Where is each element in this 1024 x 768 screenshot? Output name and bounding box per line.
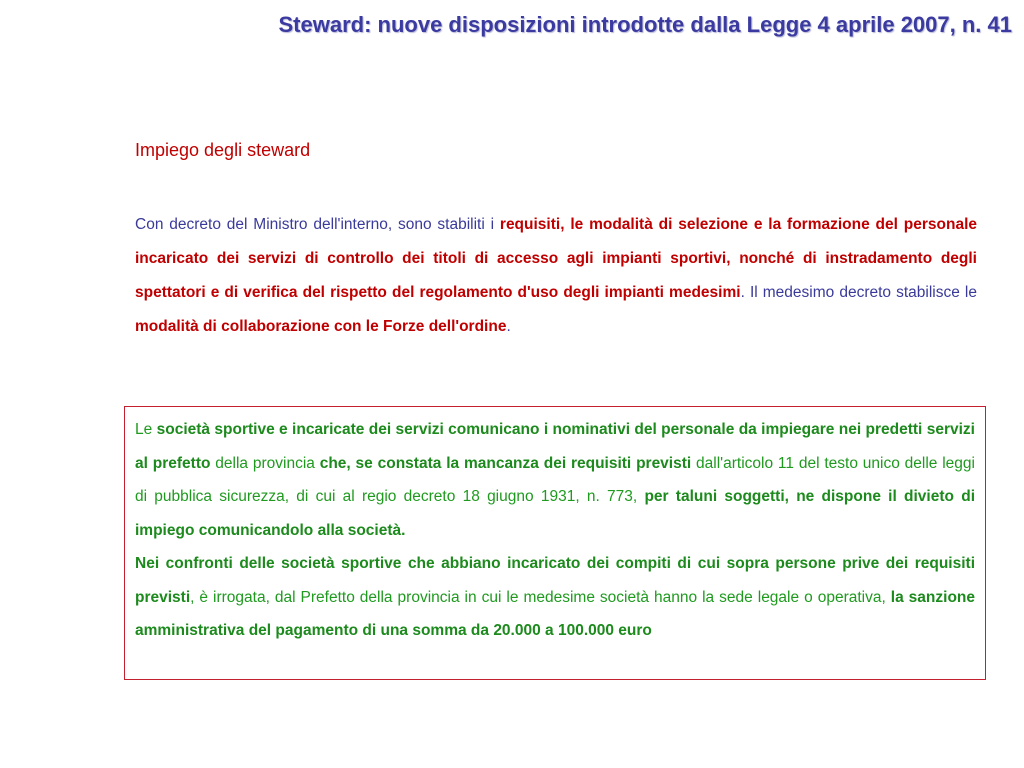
box-p2-emphasis-2: la sanzione amministrativa del pagamento di una somma da 20.000 a 100.000 euro [135, 588, 975, 639]
intro-paragraph [135, 208, 977, 344]
slide-title: Steward: nuove disposizioni introdotte dalla Legge 4 aprile 2007, n. 41 [278, 12, 1012, 37]
box-p1-text-2: della provincia [210, 454, 320, 472]
intro-text-1: Con decreto del Ministro dell'interno, sono stabiliti i [135, 216, 500, 233]
box-p2-emphasis-1: Nei confronti delle società sportive che abbiano incaricato dei compiti di cui sopra persone prive dei requisiti previsti [135, 555, 975, 606]
box-paragraph-1 [135, 413, 975, 547]
box-p1-text-3: dall'articolo 11 del testo unico delle leggi di pubblica sicurezza, di cui al regio decreto 18 giugno 1931, n. 773, [135, 454, 975, 505]
box-p1-emphasis-2: che, se constata la mancanza dei requisiti previsti [319, 454, 692, 472]
intro-emphasis-collaboration: modalità di collaborazione con le Forze dell'ordine [135, 318, 507, 335]
intro-emphasis-requirements: requisiti, le modalità di selezione e la formazione del personale incaricato dei servizi di controllo dei titoli di accesso agli impianti sportivi, nonché di instradamento degli spettatori e di verifica del rispetto del regolamento d'uso degli impianti medesimi [135, 216, 977, 301]
section-heading: Impiego degli steward [135, 140, 311, 160]
box-p1-emphasis-1: società sportive e incaricate dei servizi comunicano i nominativi del personale da impiegare nei predetti servizi al prefetto [135, 421, 975, 472]
intro-text-2: . Il medesimo decreto stabilisce le [740, 284, 977, 301]
box-p1-text-1: Le [135, 421, 157, 438]
box-p1-emphasis-3: per taluni soggetti, ne dispone il divieto di impiego comunicandolo alla società. [135, 488, 975, 539]
box-paragraph-2 [135, 547, 975, 648]
intro-text-3: . [506, 318, 511, 335]
highlight-box [124, 406, 986, 680]
box-p2-text-1: , è irrogata, dal Prefetto della provincia in cui le medesime società hanno la sede legale o operativa, [190, 588, 891, 606]
